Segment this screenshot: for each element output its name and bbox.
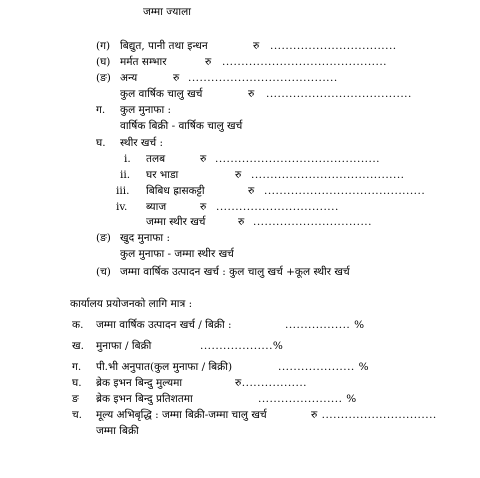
item-g-label: बिद्युत, पानी तथा इन्धन	[120, 40, 208, 52]
fixed-item-number: ii.	[120, 169, 131, 181]
fixed-item-number: i.	[124, 153, 131, 165]
gross-profit-formula: वार्षिक बिक्री - वार्षिक चालु खर्च	[120, 120, 243, 132]
fixed-item-label: घर भाडा	[146, 169, 179, 181]
fixed-item-blank: ...........................................	[215, 153, 381, 165]
office-use-heading: कार्यालय प्रयोजनको लागि मात्र :	[70, 298, 193, 310]
item-d-blank: .......................................	[188, 72, 338, 84]
total-fixed-currency: रु	[238, 216, 245, 228]
annual-production-cost-number: (च)	[96, 266, 111, 278]
office-row-blank: ...................%	[200, 340, 284, 352]
office-row-label: मूल्य अभिबृद्धि : जम्मा बिक्री-जम्मा चालु खर्च	[96, 409, 267, 421]
office-row-number: च.	[72, 409, 83, 421]
fixed-item-blank: ..........................................	[264, 185, 426, 197]
office-row-blank: ...................... %	[258, 393, 357, 405]
office-row-blank: ................. %	[285, 319, 365, 331]
fixed-item-label: ब्याज	[146, 201, 167, 213]
item-gh-blank: ...........................................	[222, 56, 388, 68]
office-row-blank: रु.................	[235, 377, 308, 389]
net-profit-label: खुद मुनाफा :	[120, 232, 171, 244]
item-gh-label: मर्मत सम्भार	[120, 56, 167, 68]
item-gh-currency: रु	[205, 56, 212, 68]
fixed-item-number: iv.	[116, 201, 128, 213]
office-row-number: क.	[72, 319, 84, 331]
gross-profit-number: ग.	[96, 104, 106, 116]
office-row-number: ङ	[72, 393, 79, 405]
total-operating-blank: ......................................	[266, 88, 412, 100]
item-g-number: (ग)	[96, 40, 111, 52]
total-operating-currency: रु	[248, 88, 255, 100]
fixed-cost-number: घ.	[96, 137, 106, 149]
item-d-number: (ङ)	[96, 72, 111, 84]
item-g-blank: .................................	[270, 40, 397, 52]
item-g-currency: रु	[253, 40, 260, 52]
fixed-item-currency: रु	[200, 153, 207, 165]
office-row-blank: .................... %	[278, 361, 370, 373]
office-row-number: ग.	[72, 361, 82, 373]
office-row-number: घ.	[72, 377, 82, 389]
fixed-item-currency: रु	[200, 201, 207, 213]
fixed-item-currency: रु	[248, 185, 255, 197]
item-d-currency: रु	[173, 72, 180, 84]
fixed-item-number: iii.	[116, 185, 130, 197]
office-row-label: ब्रेक इभन बिन्दु मुल्यमा	[96, 377, 183, 389]
office-row-label: पी.भी अनुपात(कुल मुनाफा / बिक्री)	[96, 361, 233, 373]
fixed-item-label: तलब	[146, 153, 166, 165]
fixed-item-blank: ........................................	[251, 169, 405, 181]
office-row-blank: रु ..............................	[311, 409, 437, 421]
fixed-cost-label: स्थीर खर्च :	[120, 137, 164, 149]
office-row-number: ख.	[72, 340, 84, 352]
top-heading: जम्मा ज्याला	[143, 6, 191, 18]
office-row-label: ब्रेक इभन बिन्दु प्रतिशतमा	[96, 393, 193, 405]
annual-production-cost-label: जम्मा वार्षिक उत्पादन खर्च : कुल चालु खर्च +कूल स्थीर खर्च	[120, 266, 350, 278]
total-fixed-label: जम्मा स्थीर खर्च	[146, 216, 206, 228]
total-sales-line: जम्मा बिक्री	[96, 425, 139, 437]
item-gh-number: (घ)	[96, 56, 111, 68]
office-row-label: जम्मा वार्षिक उत्पादन खर्च / बिक्री :	[96, 319, 232, 331]
fixed-item-blank: ................................	[216, 201, 339, 213]
office-row-label: मुनाफा / बिक्री	[96, 340, 152, 352]
total-fixed-blank: ...............................	[253, 216, 372, 228]
net-profit-formula: कुल मुनाफा - जम्मा स्थीर खर्च	[120, 248, 234, 260]
fixed-item-label: बिबिध ह्रासकट्टी	[146, 185, 205, 197]
net-profit-number: (ङ)	[96, 232, 111, 244]
gross-profit-label: कुल मुनाफा :	[120, 104, 172, 116]
fixed-item-currency: रु	[235, 169, 242, 181]
total-operating-label: कुल वार्षिक चालु खर्च	[120, 88, 203, 100]
item-d-label: अन्य	[120, 72, 138, 84]
